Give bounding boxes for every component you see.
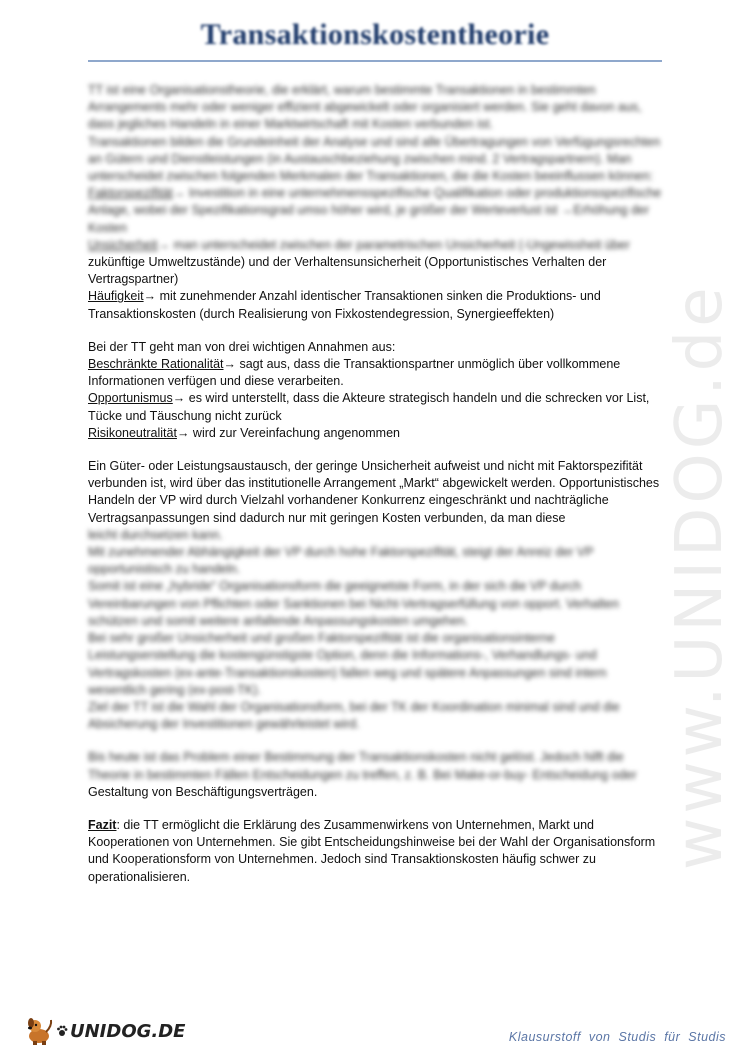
term-label: Faktorspezifität (88, 186, 173, 201)
paragraph (88, 254, 663, 288)
paragraph-gap (88, 733, 663, 749)
page-title: Transaktionskostentheorie (200, 18, 550, 51)
paragraph-text: Transaktionen bilden die Grundeinheit der Analyse und sind alle Übertragungen von Verfügungsrechten an Gütern und Dienstleistungen (in Austauschbeziehung zwischen mind. 2 Vertragspartnern). Man unterscheidet zwischen folgenden Merkmalen der Transaktionen, die die Kosten beeinflussen können: (88, 134, 661, 184)
paragraph-text: → es wird unterstellt, dass die Akteure strategisch handeln und die schrecken vor List, Tücke und Täuschung nicht zurück (88, 391, 650, 423)
blurred-paragraph (88, 749, 663, 783)
blurred-paragraph (88, 185, 663, 237)
logo-text: UNIDOG.DE (70, 1020, 186, 1042)
term-label: Unsicherheit (88, 237, 158, 252)
paragraph (88, 288, 663, 322)
paragraph-text: Bei sehr großer Unsicherheit und großen Faktorspezifität ist die organisationsinterne Leistungserstellung die kostengünstigste Option, denn die Informations-, Verhandlungs- und Vertragskosten (ex-ante-Transaktionskosten) fallen weg und spätere Anpassungen sind intern wesentlich gering (ex-post-TK). (88, 631, 607, 697)
paragraph-gap (88, 442, 663, 458)
blurred-paragraph (88, 699, 663, 733)
blurred-paragraph (88, 134, 663, 186)
paragraph-text: TT ist eine Organisationstheorie, die erklärt, warum bestimmte Transaktionen in bestimmten Arrangements mehr oder weniger effizient abgewickelt oder organisiert werden. Sie geht davon aus, dass jegliches Handeln in einer Marktwirtschaft mit Kosten verbunden ist. (88, 83, 642, 132)
paragraph (88, 356, 663, 390)
blurred-paragraph (88, 527, 663, 544)
paragraph-gap (88, 323, 663, 339)
paragraph (88, 817, 663, 886)
blurred-paragraph (88, 82, 663, 134)
document-body (88, 82, 663, 886)
paragraph-text: → mit zunehmender Anzahl identischer Transaktionen sinken die Produktions- und Transaktionskosten (durch Realisierung von Fixkostendegression, Synergieeffekten) (88, 289, 601, 321)
paragraph (88, 784, 663, 801)
blurred-paragraph (88, 578, 663, 630)
footer-slogan: Klausurstoff von Studis für Studis (508, 1030, 726, 1044)
paragraph-text: Somit ist eine „hybride“ Organisationsform die geeignetste Form, in der sich die VP durch Vereinbarungen von Pflichten oder Sanktionen bei Nicht-Vertragserfüllung von opport. Verhalten schützen und somit weitere anfallende Anpassungskosten umgehen. (88, 579, 619, 628)
footer-logo[interactable] (24, 1016, 185, 1046)
paragraph-text: Gestaltung von Beschäftigungsverträgen. (88, 784, 318, 799)
paragraph-text: → Investition in eine unternehmensspezifische Qualifikation oder produktionsspezifische Anlage, wobei der Spezifikationsgrad umso höher wird, je größer der Werteverlust ist →Erhöhung der Kosten (88, 186, 662, 235)
term-label: Fazit (88, 817, 117, 832)
watermark: www.UNIDOG.de (663, 283, 737, 870)
paragraph (88, 458, 663, 527)
paragraph-text: Ziel der TT ist die Wahl der Organisationsform, bei der TK der Koordination minimal sind und die Absicherung der Investitionen gewährleistet wird. (88, 699, 620, 732)
paragraph (88, 425, 663, 442)
paragraph-text: Ein Güter- oder Leistungsaustausch, der geringe Unsicherheit aufweist und nicht mit Faktorspezifität verbunden ist, wird über das institutionelle Arrangement „Markt“ abgewickelt werden. Opportunistisches Handeln der VP wird durch Vielzahl vorhandener Konkurrenz eingeschränkt und nachträgliche Vertragsanpassungen sind dadurch nur mit geringen Kosten verbunden, da man diese (88, 459, 660, 525)
blurred-paragraph (88, 237, 663, 254)
paragraph-text: : die TT ermöglicht die Erklärung des Zusammenwirkens von Unternehmen, Markt und Kooperationen von Unternehmen. Sie gibt Entscheidungshinweise bei der Wahl der Organisationsform und Kooperationsform von Unternehmen. Jedoch sind Transaktionskosten häufig schwer zu operationalisieren. (88, 817, 656, 884)
blurred-paragraph (88, 544, 663, 578)
blurred-paragraph (88, 630, 663, 699)
paragraph (88, 339, 663, 356)
title-underline (88, 60, 662, 62)
paragraph-text: Bei der TT geht man von drei wichtigen Annahmen aus: (88, 339, 396, 354)
paragraph (88, 390, 663, 424)
term-label: Beschränkte Rationalität (88, 357, 224, 372)
paragraph-text: → wird zur Vereinfachung angenommen (176, 425, 400, 440)
term-label: Häufigkeit (88, 289, 144, 304)
term-label: Opportunismus (88, 391, 173, 406)
paw-icon (56, 1025, 68, 1037)
paragraph-text: → sagt aus, dass die Transaktionspartner unmöglich über vollkommene Informationen verfügen und diese verarbeiten. (88, 357, 621, 389)
paragraph-text: Mit zunehmender Abhängigkeit der VP durch hohe Faktorspezifität, steigt der Anreiz der VP opportunistisch zu handeln. (88, 545, 594, 577)
paragraph-text: leicht durchsetzen kann. (88, 527, 223, 542)
term-label: Risikoneutralität (88, 425, 177, 440)
paragraph-text: Bis heute ist das Problem einer Bestimmung der Transaktionskosten nicht gelöst. Jedoch hilft die Theorie in bestimmten Fällen Entscheidungen zu treffen, z. B. Bei Make-or-buy- Entscheidung oder (88, 750, 637, 782)
paragraph-text: zukünftige Umweltzustände) und der Verhaltensunsicherheit (Opportunistisches Verhalten der Vertragspartner) (88, 255, 607, 287)
dog-icon (24, 1016, 54, 1046)
paragraph-gap (88, 801, 663, 817)
paragraph-text: → man unterscheidet zwischen der parametrischen Unsicherheit (-Ungewissheit über (157, 237, 630, 252)
